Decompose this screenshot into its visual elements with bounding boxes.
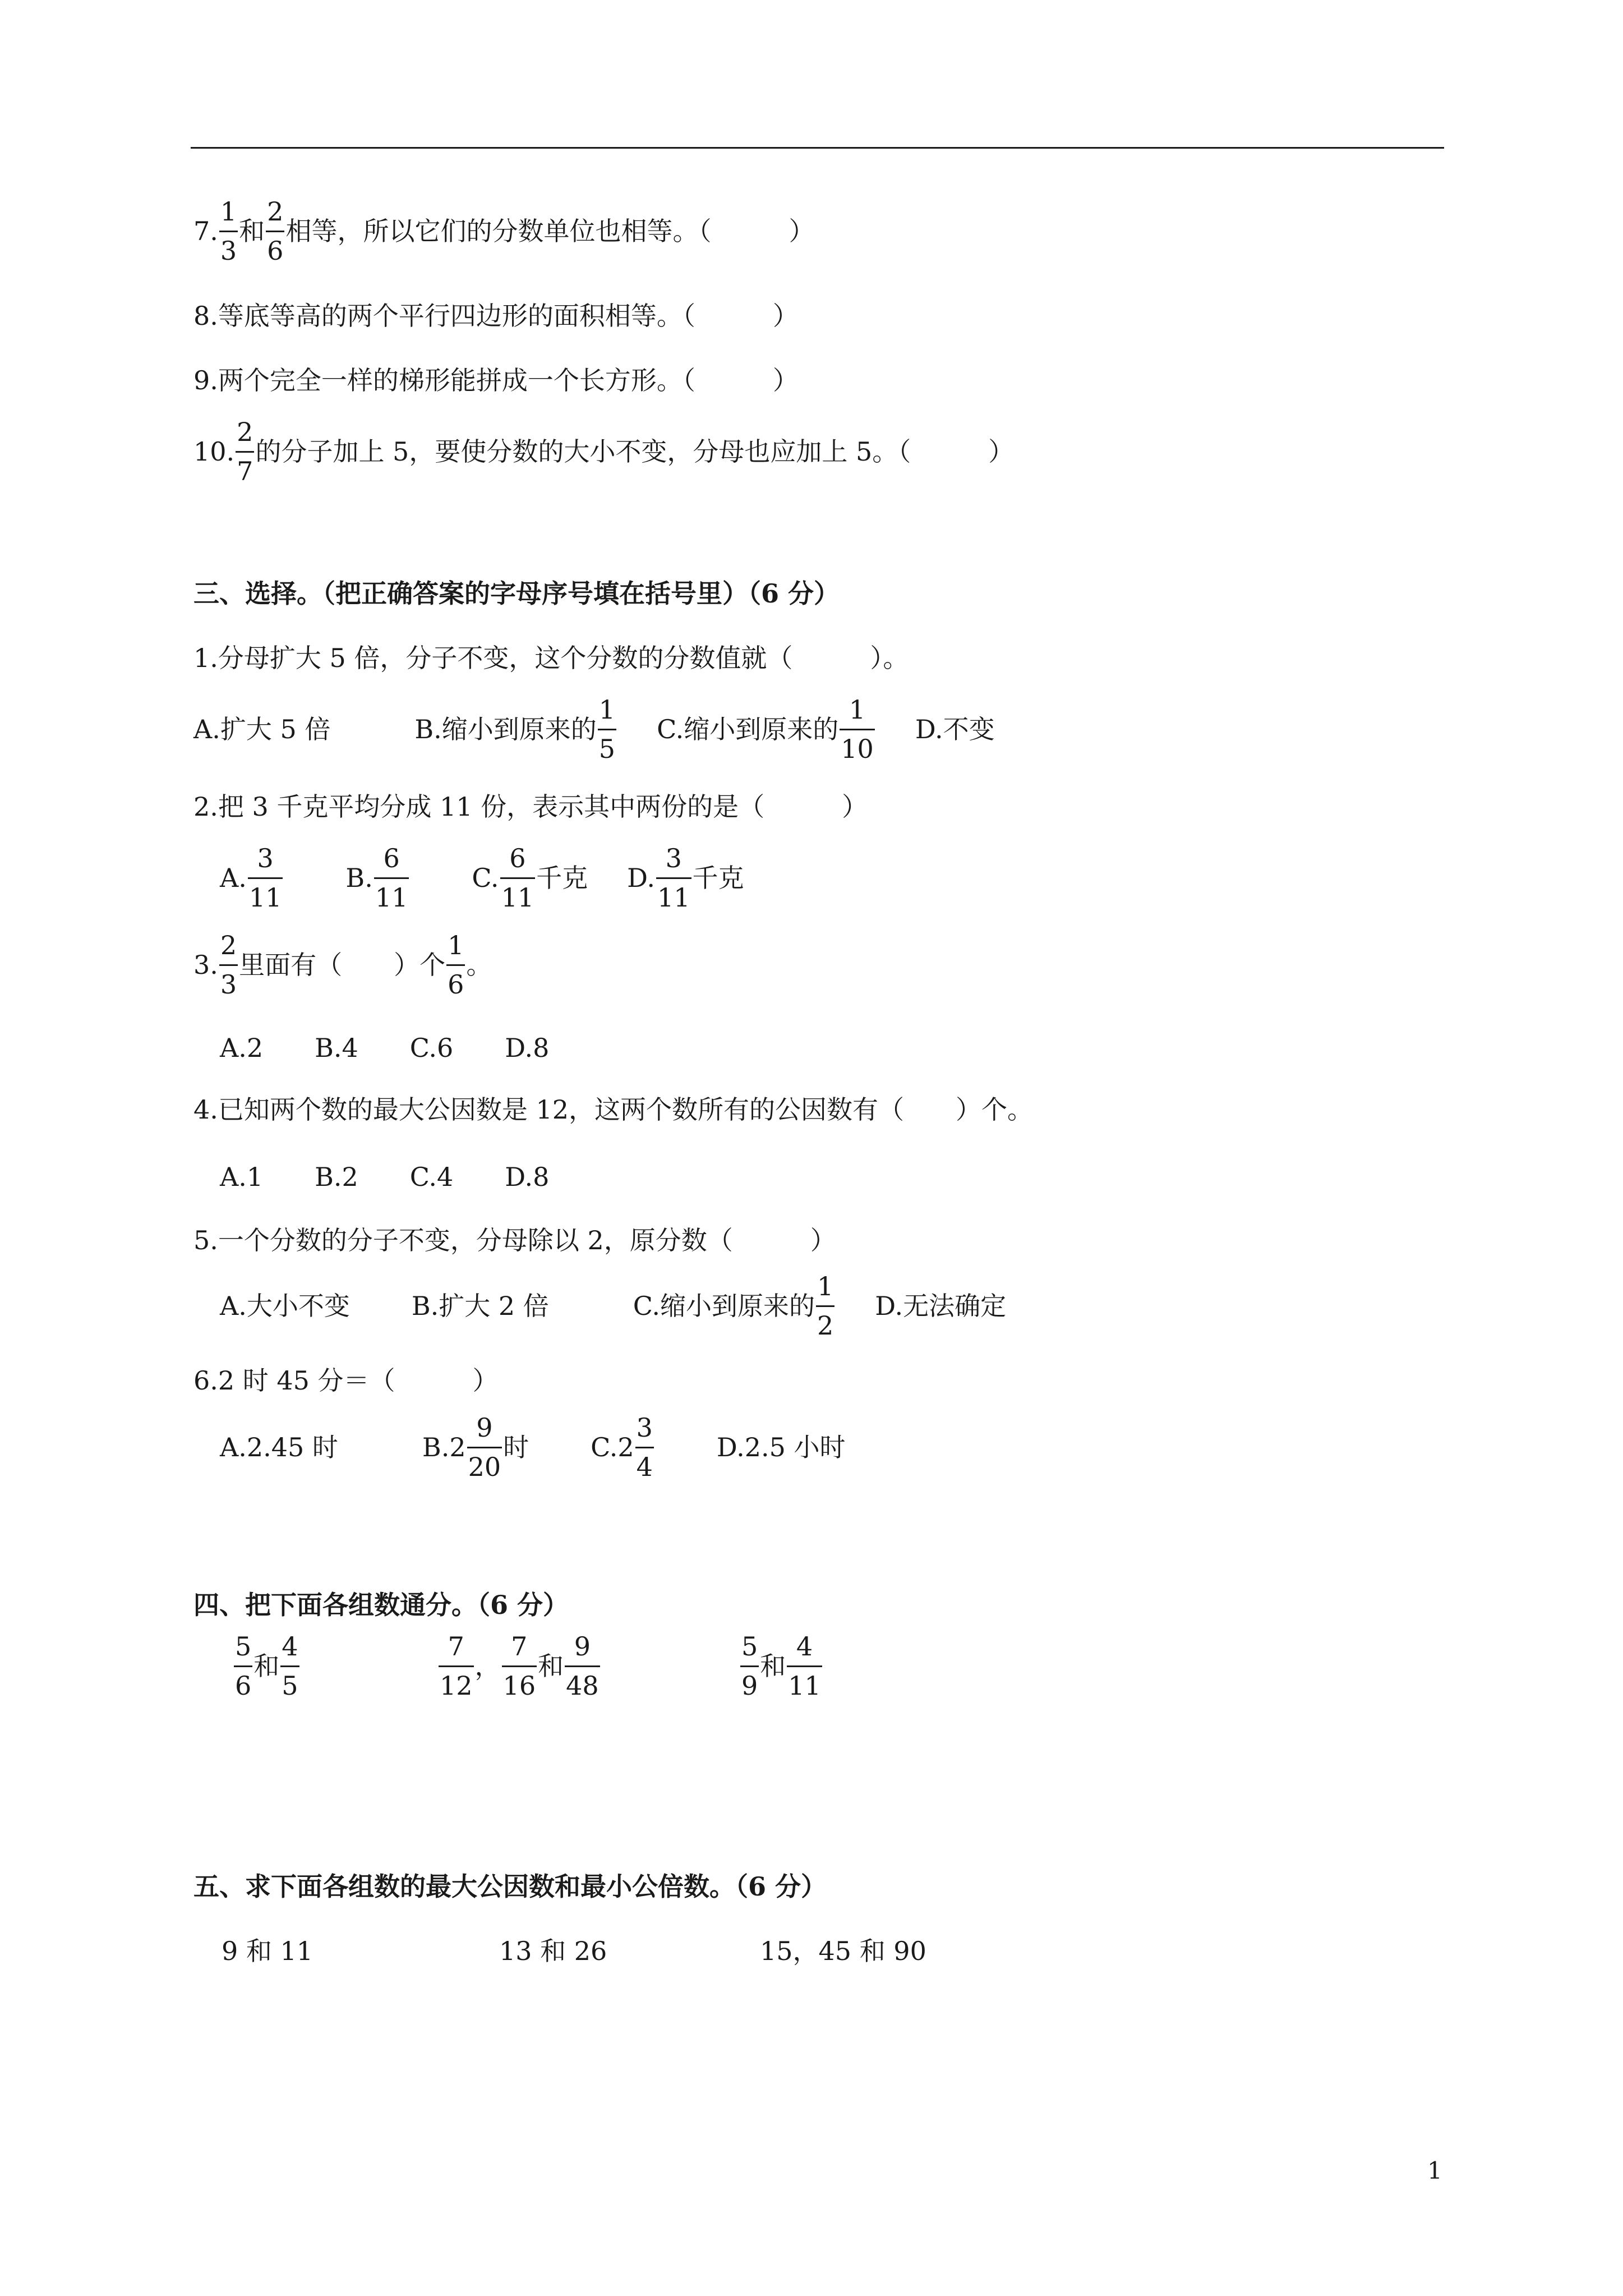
sec5-group-3: 15，45 和 90	[760, 1936, 926, 1966]
sec4-group-2: $\frac{7}{12}$ ， $\frac{7}{16}$ 和 $\frac{9}{48}$	[440, 1631, 599, 1701]
choice-q1-stem: 1.分母扩大 5 倍，分子不变，这个分数的分数值就（ ）。	[193, 643, 909, 673]
fraction: $\frac{7}{12}$	[440, 1631, 473, 1701]
judge-q8: 8.等底等高的两个平行四边形的面积相等。（ ）	[193, 301, 799, 331]
fraction: $\frac{1}{5}$	[598, 694, 616, 764]
judge-q7: 7. $\frac{1}{3}$ 和 $\frac{2}{6}$ 相等，所以它们的分数单位也相等。（ ）	[193, 196, 815, 266]
choice-q1-options: A.扩大 5 倍 B.缩小到原来的 $\frac{1}{5}$ C.缩小到原来的 $\frac{1}{10}$ D.不变	[193, 694, 995, 764]
choice-q2-stem: 2.把 3 千克平均分成 11 份，表示其中两份的是（ ）	[193, 792, 868, 822]
fraction: $\frac{3}{11}$	[657, 843, 690, 913]
fraction: $\frac{1}{10}$	[841, 694, 874, 764]
sec4-group-3: $\frac{5}{9}$ 和 $\frac{4}{11}$	[741, 1631, 821, 1701]
judge-q9: 9.两个完全一样的梯形能拼成一个长方形。（ ）	[193, 365, 799, 395]
fraction: $\frac{7}{16}$	[502, 1631, 536, 1701]
page-number: 1	[1427, 2157, 1442, 2184]
sec5-group-2: 13 和 26	[499, 1936, 607, 1966]
fraction: $\frac{2}{7}$	[237, 417, 253, 486]
fraction: $\frac{4}{11}$	[788, 1631, 821, 1701]
section-3-title: 三、选择。（把正确答案的字母序号填在括号里）（6 分）	[193, 578, 840, 609]
choice-q6-stem: 6.2 时 45 分＝（ ）	[193, 1365, 499, 1396]
fraction: $\frac{1}{6}$	[448, 930, 464, 1000]
section-5-title: 五、求下面各组数的最大公因数和最小公倍数。（6 分）	[193, 1871, 827, 1902]
choice-q3-options: A.2 B.4 C.6 D.8	[220, 1033, 550, 1063]
choice-q5-stem: 5.一个分数的分子不变，分母除以 2，原分数（ ）	[193, 1225, 836, 1255]
fraction: $\frac{5}{6}$	[235, 1631, 252, 1701]
section-4-title: 四、把下面各组数通分。（6 分）	[193, 1590, 569, 1620]
fraction: $\frac{1}{3}$	[220, 196, 237, 266]
fraction: $\frac{3}{4}$	[636, 1412, 653, 1482]
sec4-group-1: $\frac{5}{6}$ 和 $\frac{4}{5}$	[235, 1631, 298, 1701]
fraction: $\frac{9}{20}$	[468, 1412, 501, 1482]
choice-q3-stem: 3. $\frac{2}{3}$ 里面有（ ）个 $\frac{1}{6}$ 。	[193, 930, 492, 1000]
fraction: $\frac{6}{11}$	[501, 843, 534, 913]
fraction: $\frac{1}{2}$	[817, 1271, 834, 1341]
question-number: 7.	[193, 216, 218, 247]
fraction: $\frac{2}{6}$	[267, 196, 284, 266]
choice-q5-options: A.大小不变 B.扩大 2 倍 C.缩小到原来的 $\frac{1}{2}$ D.无法确定	[220, 1271, 1007, 1341]
fraction: $\frac{2}{3}$	[220, 930, 237, 1000]
fraction: $\frac{6}{11}$	[375, 843, 408, 913]
sec5-group-1: 9 和 11	[222, 1936, 313, 1966]
choice-q4-options: A.1 B.2 C.4 D.8	[220, 1162, 550, 1192]
fraction: $\frac{3}{11}$	[248, 843, 282, 913]
choice-q2-options: A. $\frac{3}{11}$ B. $\frac{6}{11}$ C. $\frac{6}{11}$ 千克 D. $\frac{3}{11}$ 千克	[220, 843, 744, 913]
choice-q6-options: A.2.45 时 B.2 $\frac{9}{20}$ 时 C.2 $\frac{3}{4}$ D.2.5 小时	[220, 1412, 846, 1482]
fraction: $\frac{5}{9}$	[741, 1631, 758, 1701]
fraction: $\frac{9}{48}$	[566, 1631, 599, 1701]
fraction: $\frac{4}{5}$	[282, 1631, 298, 1701]
judge-q10: 10. $\frac{2}{7}$ 的分子加上 5，要使分数的大小不变，分母也应加上 5。（ ）	[193, 417, 1015, 486]
header-rule	[191, 147, 1444, 149]
choice-q4-stem: 4.已知两个数的最大公因数是 12，这两个数所有的公因数有（ ）个。	[193, 1094, 1034, 1125]
